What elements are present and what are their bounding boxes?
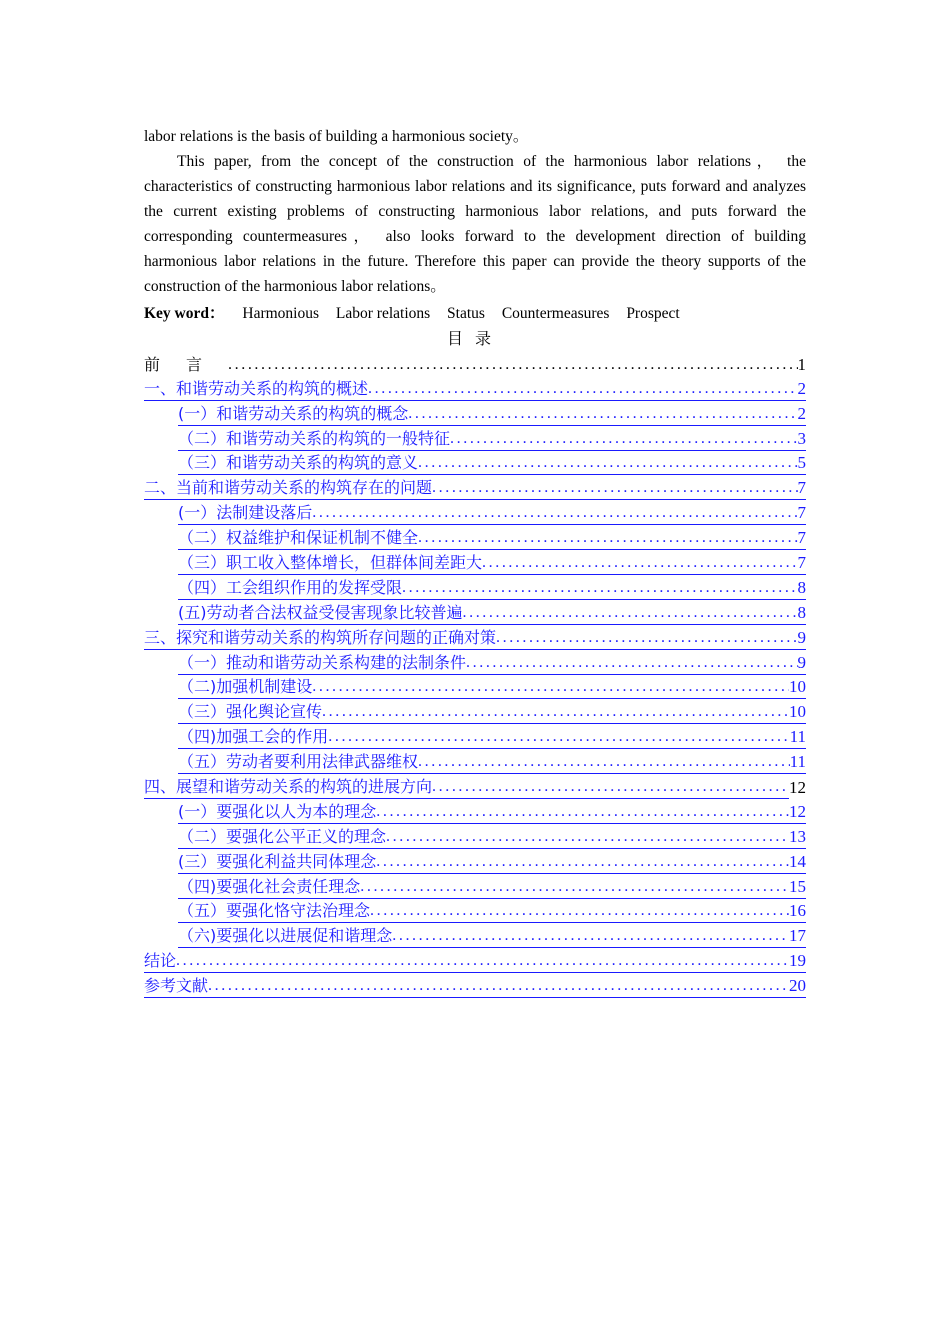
toc-page-number: 17: [789, 925, 806, 948]
toc-entry-title: 二、当前和谐劳动关系的构筑存在的问题: [144, 477, 432, 500]
toc-dot-leader: [312, 502, 797, 525]
toc-page-number: 9: [798, 627, 807, 650]
toc-entry-title: 一、和谐劳动关系的构筑的概述: [144, 378, 368, 401]
toc-entry-title: （二)加强机制建设: [178, 676, 312, 699]
toc-dot-leader: [466, 652, 797, 675]
toc-entry-section[interactable]: [144, 675, 806, 700]
toc-dot-leader: [386, 826, 789, 849]
toc-page-number: 12: [789, 801, 806, 824]
toc-dot-leader: [408, 403, 797, 426]
keyword: Countermeasures: [501, 305, 610, 322]
toc-dot-leader: [432, 776, 789, 799]
toc-entry-title: 结论: [144, 950, 176, 973]
toc-page-number: 7: [798, 552, 807, 575]
table-of-contents: [144, 351, 806, 998]
keywords-line: [144, 301, 806, 326]
keywords-label: Key word：: [144, 305, 225, 322]
toc-dot-leader: [418, 751, 790, 774]
toc-page-number: 14: [789, 851, 806, 874]
toc-page-number: 2: [798, 378, 807, 401]
toc-dot-leader: [322, 701, 789, 724]
toc-entry-title: （五）劳动者要利用法律武器维权: [178, 751, 418, 774]
toc-page-number: 11: [790, 726, 806, 749]
toc-dot-leader: [376, 801, 789, 824]
toc-entry-section[interactable]: [144, 824, 806, 849]
toc-page-number: 20: [789, 975, 806, 998]
toc-dot-leader: [368, 378, 797, 401]
toc-dot-leader: [360, 876, 789, 899]
toc-page-number: 3: [798, 428, 807, 451]
toc-entry-title: （四）工会组织作用的发挥受限: [178, 577, 402, 600]
toc-dot-leader: [496, 627, 797, 650]
toc-dot-leader: [176, 950, 789, 973]
toc-page-number: 7: [798, 477, 807, 500]
toc-page-number: 10: [789, 676, 806, 699]
toc-page-number: 13: [789, 826, 806, 849]
toc-entry-section[interactable]: [144, 724, 806, 749]
keyword: Prospect: [626, 305, 680, 322]
toc-entry-title: （一）推动和谐劳动关系构建的法制条件: [178, 652, 466, 675]
toc-entry-title: （四)要强化社会责任理念: [178, 876, 360, 899]
toc-page-number: 1: [797, 354, 806, 374]
toc-dot-leader: [402, 577, 797, 600]
toc-entry-chapter[interactable]: [144, 376, 806, 401]
toc-entry-section[interactable]: [144, 500, 806, 525]
toc-entry-section[interactable]: [144, 699, 806, 724]
toc-entry-chapter[interactable]: [144, 475, 806, 500]
toc-entry-section[interactable]: [144, 451, 806, 476]
toc-dot-leader: [328, 726, 789, 749]
toc-dot-leader: [228, 354, 797, 376]
toc-page-number: 5: [798, 452, 807, 475]
toc-page-number: 8: [798, 577, 807, 600]
toc-entry-title: （二）要强化公平正义的理念: [178, 826, 386, 849]
abstract-paragraph: This paper, from the concept of the construction of the harmonious labor relations， the characteristics of constructing harmonious labor relations and its significance, puts forward and analyzes the current existing problems of constructing harmonious labor relations, and puts forward the corresponding countermeasures， also looks forward to the development direction of building harmonious labor relations in the future. Therefore this paper can provide the theory supports of the construction of the harmonious labor relations。: [144, 153, 806, 295]
toc-entry-section[interactable]: [144, 575, 806, 600]
toc-entry-chapter[interactable]: [144, 625, 806, 650]
toc-entry-title: 三、探究和谐劳动关系的构筑所存问题的正确对策: [144, 627, 496, 650]
toc-entry-references[interactable]: [144, 973, 806, 998]
toc-entry-title: （三）职工收入整体增长，但群体间差距大: [178, 552, 482, 575]
keyword: Harmonious: [242, 305, 320, 322]
toc-page-number: 19: [789, 950, 806, 973]
toc-entry-section[interactable]: [144, 525, 806, 550]
keyword: Status: [447, 305, 485, 322]
keyword: Labor relations: [335, 305, 431, 322]
toc-page-number: 9: [798, 652, 807, 675]
toc-dot-leader: [418, 452, 797, 475]
toc-entry-title: 前言: [144, 354, 229, 374]
toc-entry-chapter[interactable]: [144, 774, 806, 799]
toc-dot-leader: [463, 602, 798, 625]
toc-entry-title: (五)劳动者合法权益受侵害现象比较普遍: [178, 602, 463, 625]
toc-entry-title: （二）和谐劳动关系的构筑的一般特征: [178, 428, 450, 451]
toc-entry-title: （二）权益维护和保证机制不健全: [178, 527, 418, 550]
toc-page-number: 11: [790, 751, 806, 774]
toc-entry-section[interactable]: [144, 650, 806, 675]
toc-page-number: 7: [798, 527, 807, 550]
toc-dot-leader: [208, 975, 789, 998]
toc-entry-section[interactable]: [144, 550, 806, 575]
toc-dot-leader: [370, 900, 789, 923]
toc-entry-title: （五）要强化恪守法治理念: [178, 900, 370, 923]
toc-entry-preface[interactable]: [144, 351, 806, 376]
toc-dot-leader: [432, 477, 797, 500]
toc-entry-section[interactable]: [144, 600, 806, 625]
toc-entry-title: (一）和谐劳动关系的构筑的概念: [178, 403, 408, 426]
toc-entry-section[interactable]: [144, 874, 806, 899]
toc-dot-leader: [482, 552, 797, 575]
toc-entry-title: （四)加强工会的作用: [178, 726, 328, 749]
toc-page-number: 7: [798, 502, 807, 525]
toc-entry-section[interactable]: [144, 426, 806, 451]
toc-entry-conclusion[interactable]: [144, 948, 806, 973]
toc-entry-title: 四、展望和谐劳动关系的构筑的进展方向: [144, 776, 432, 799]
toc-entry-section[interactable]: [144, 899, 806, 924]
toc-page-number: 10: [789, 701, 806, 724]
abstract-line: labor relations is the basis of building a harmonious society。: [144, 128, 529, 145]
toc-entry-title: （三）和谐劳动关系的构筑的意义: [178, 452, 418, 475]
toc-entry-section[interactable]: [144, 401, 806, 426]
toc-entry-title: （三）强化舆论宣传: [178, 701, 322, 724]
toc-title: 目录: [446, 329, 503, 348]
toc-entry-section[interactable]: [144, 799, 806, 824]
toc-dot-leader: [418, 527, 797, 550]
toc-entry-title: (一）要强化以人为本的理念: [178, 801, 376, 824]
toc-entry-section[interactable]: [144, 749, 806, 774]
toc-page-number: 16: [789, 900, 806, 923]
toc-page-number: 15: [789, 876, 806, 899]
toc-entry-title: 参考文献: [144, 975, 208, 998]
toc-dot-leader: [392, 925, 789, 948]
toc-entry-title: (一）法制建设落后: [178, 502, 312, 525]
toc-page-number: 8: [798, 602, 807, 625]
toc-entry-section[interactable]: [144, 923, 806, 948]
toc-page-number: 2: [798, 403, 807, 426]
english-abstract: [144, 124, 806, 299]
toc-entry-title: (三）要强化利益共同体理念: [178, 851, 376, 874]
toc-entry-section[interactable]: [144, 849, 806, 874]
toc-entry-title: （六)要强化以进展促和谐理念: [178, 925, 392, 948]
toc-dot-leader: [312, 676, 789, 699]
toc-dot-leader: [376, 851, 789, 874]
toc-page-number: 12: [789, 778, 806, 798]
toc-dot-leader: [450, 428, 797, 451]
